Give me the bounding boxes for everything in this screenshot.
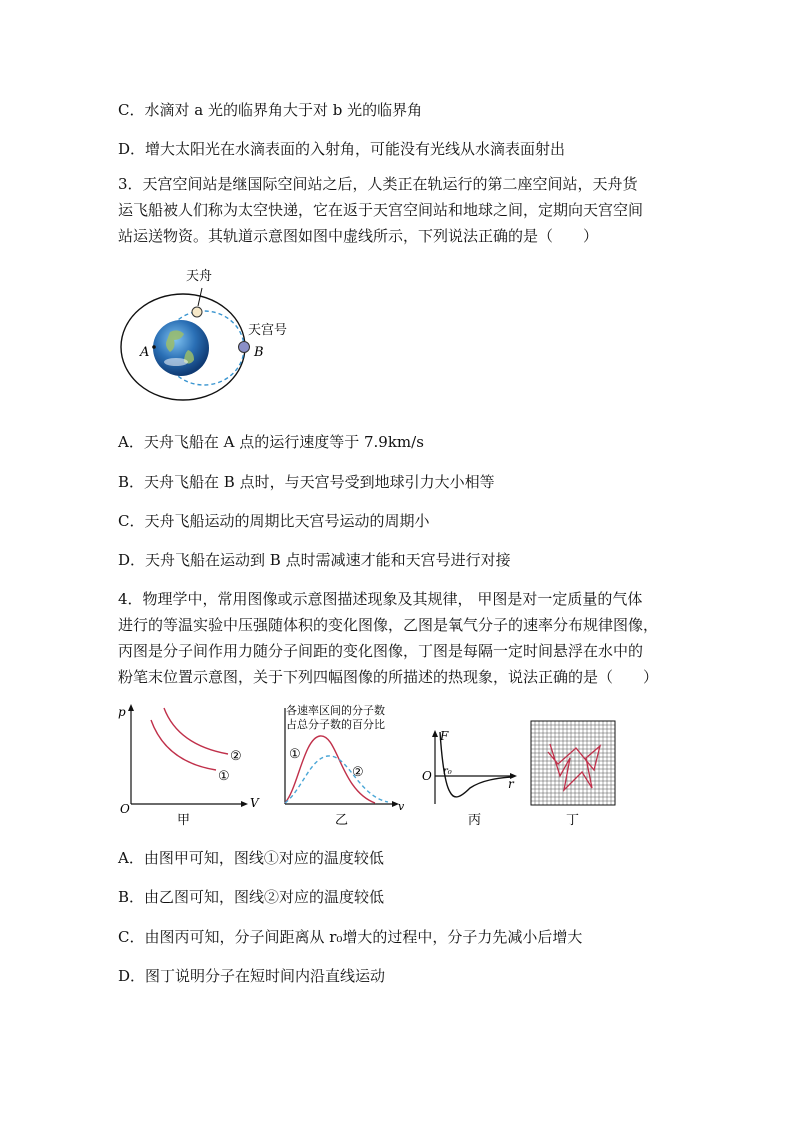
q4-option-c: C．由图丙可知，分子间距离从 r₀增大的过程中，分子力先减小后增大 [118, 928, 583, 946]
tiangong-label: 天宫号 [248, 323, 288, 338]
jia-curve-1 [151, 720, 216, 770]
bing-origin-label: O [422, 769, 432, 783]
bing-f-label: F [440, 729, 449, 743]
earth-cloud [164, 358, 188, 366]
ding-grid [531, 721, 615, 805]
yi-curve-1-label: ① [289, 747, 301, 762]
tianzhou-pointer [198, 288, 202, 306]
tianzhou-spacecraft [192, 307, 202, 317]
q4-stem-line-3: 丙图是分子间作用力随分子间距的变化图像，丁图是每隔一定时间悬浮在水中的 [118, 642, 644, 660]
jia-v-label: V [250, 796, 259, 810]
bing-force-curve [440, 732, 512, 797]
q3-option-a: A．天舟飞船在 A 点的运行速度等于 7.9km/s [118, 433, 424, 451]
figure-bing [418, 728, 528, 830]
q3-option-d: D．天舟飞船在运动到 B 点时需减速才能和天宫号进行对接 [118, 551, 511, 569]
jia-curve-2 [164, 708, 228, 754]
jia-x-arrow [241, 801, 248, 807]
jia-p-label: p [118, 705, 126, 719]
yi-curve-2 [285, 756, 388, 803]
point-b-label: B [254, 345, 264, 360]
yi-title-line-1: 各速率区间的分子数 [286, 704, 385, 717]
jia-caption: 甲 [177, 813, 191, 828]
figure-jia [116, 700, 266, 830]
q3-stem-line-3: 站运送物资。其轨道示意图如图中虚线所示，下列说法正确的是（ ） [118, 227, 599, 245]
q2-option-c: C．水滴对 a 光的临界角大于对 b 光的临界角 [118, 101, 423, 119]
q4-stem-line-2: 进行的等温实验中压强随体积的变化图像，乙图是氧气分子的速率分布规律图像， [118, 616, 659, 634]
ding-grid-border [531, 721, 615, 805]
point-a-label: A [140, 345, 150, 360]
figure-ding [528, 718, 620, 830]
jia-origin-label: O [120, 802, 130, 816]
q4-stem-line-4: 粉笔末位置示意图，关于下列四幅图像的所描述的热现象，说法正确的是（ ） [118, 668, 659, 686]
yi-v-label: v [398, 800, 405, 813]
jia-curve-2-label: ② [230, 749, 242, 764]
bing-y-arrow [432, 730, 438, 737]
q2-option-d: D．增大太阳光在水滴表面的入射角，可能没有光线从水滴表面射出 [118, 140, 566, 158]
tianzhou-label: 天舟 [186, 269, 213, 284]
ding-particle-path [548, 744, 600, 790]
jia-y-arrow [128, 704, 134, 711]
q4-option-b: B．由乙图可知，图线②对应的温度较低 [118, 888, 385, 906]
orbit-diagram [118, 262, 318, 412]
bing-r-label: r [508, 777, 514, 791]
ding-caption: 丁 [566, 813, 580, 828]
q4-option-a: A．由图甲可知，图线①对应的温度较低 [118, 849, 384, 867]
q3-stem [118, 171, 678, 249]
point-a-marker [152, 345, 156, 349]
yi-caption: 乙 [335, 813, 349, 828]
q3-stem-line-1: 3．天宫空间站是继国际空间站之后，人类正在轨运行的第二座空间站，天舟货 [118, 175, 638, 193]
q4-option-d: D．图丁说明分子在短时间内沿直线运动 [118, 967, 386, 985]
yi-title-line-2: 占总分子数的百分比 [286, 718, 385, 731]
q3-stem-line-2: 运飞船被人们称为太空快递，它在返于天宫空间站和地球之间，定期向天宫空间 [118, 201, 644, 219]
q3-option-b: B．天舟飞船在 B 点时，与天宫号受到地球引力大小相等 [118, 473, 495, 491]
yi-curve-2-label: ② [352, 765, 364, 780]
tiangong-station [239, 342, 250, 353]
earth [153, 320, 209, 376]
jia-curve-1-label: ① [218, 769, 230, 784]
q4-stem-line-1: 4．物理学中，常用图像或示意图描述现象及其规律， 甲图是对一定质量的气体 [118, 590, 643, 608]
q3-option-c: C．天舟飞船运动的周期比天宫号运动的周期小 [118, 512, 430, 530]
figure-yi [280, 700, 410, 830]
bing-caption: 丙 [468, 813, 482, 828]
bing-r0-label: r₀ [443, 766, 452, 777]
q4-stem [118, 586, 678, 690]
